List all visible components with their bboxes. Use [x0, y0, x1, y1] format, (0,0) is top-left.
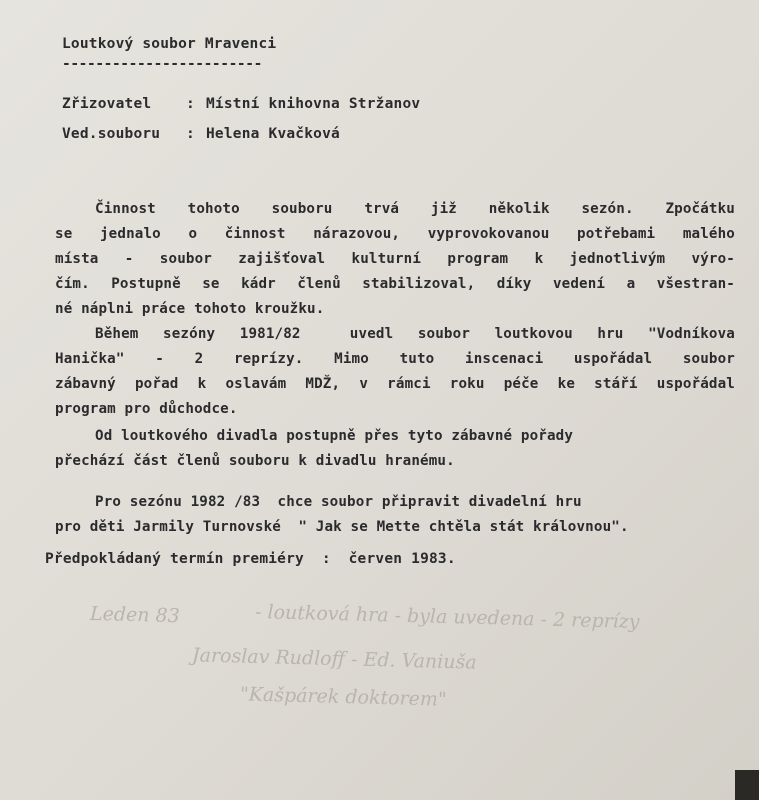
paragraph-line: místa - soubor zajišťoval kulturní program k jednotlivým výro- [55, 251, 735, 267]
paragraph-line: Během sezóny 1981/82 uvedl soubor loutkovou hru "Vodníkova [95, 326, 735, 342]
paragraph-line: Hanička" - 2 reprízy. Mimo tuto inscenaci uspořádal soubor [55, 351, 735, 367]
handwritten-play-title: "Kašpárek doktorem" [239, 683, 447, 711]
paragraph-4 [55, 490, 735, 540]
leader-row [62, 126, 340, 142]
scan-corner-shadow [735, 770, 759, 800]
founder-value: Místní knihovna Stržanov [206, 96, 421, 112]
paragraph-line: né náplni práce tohoto kroužku. [55, 301, 325, 317]
founder-colon: : [186, 96, 195, 112]
premiere-colon: : [303, 551, 349, 567]
paragraph-line: zábavný pořad k oslavám MDŽ, v rámci roku péče ke stáří uspořádal [55, 376, 735, 392]
paragraph-line: čím. Postupně se kádr členů stabilizoval, díky vedení a všestran- [55, 276, 735, 292]
leader-colon: : [186, 126, 195, 142]
title-underline: ------------------------ [62, 56, 262, 72]
paragraph-line: se jednalo o činnost nárazovou, vyprovokovanou potřebami malého [55, 226, 735, 242]
premiere-label: Předpokládaný termín premiéry [45, 551, 304, 567]
premiere-row [45, 551, 456, 567]
paragraph-2 [55, 322, 735, 422]
founder-label: Zřizovatel [62, 96, 152, 112]
paragraph-line: program pro důchodce. [55, 401, 238, 417]
paragraph-line: Pro sezónu 1982 /83 chce soubor připravit divadelní hru [95, 494, 582, 510]
handwritten-note: - loutková hra - byla uvedena - 2 reprízy [254, 600, 640, 634]
paragraph-line: přechází část členů souboru k divadlu hranému. [55, 453, 455, 469]
founder-row [62, 96, 420, 112]
paragraph-1 [55, 197, 735, 322]
paragraph-3 [55, 424, 735, 474]
leader-label: Ved.souboru [62, 126, 161, 142]
premiere-value: červen 1983. [348, 551, 456, 567]
paragraph-line: Činnost tohoto souboru trvá již několik sezón. Zpočátku [95, 201, 735, 217]
document-title: Loutkový soubor Mravenci [62, 36, 277, 52]
leader-value: Helena Kvačková [206, 126, 340, 142]
paragraph-line: Od loutkového divadla postupně přes tyto zábavné pořady [95, 428, 574, 444]
paragraph-line: pro děti Jarmily Turnovské " Jak se Mette chtěla stát královnou". [55, 519, 629, 535]
handwritten-date: Leden 83 [89, 602, 181, 628]
handwritten-authors: Jaroslav Rudloff - Ed. Vaniuša [191, 644, 477, 674]
